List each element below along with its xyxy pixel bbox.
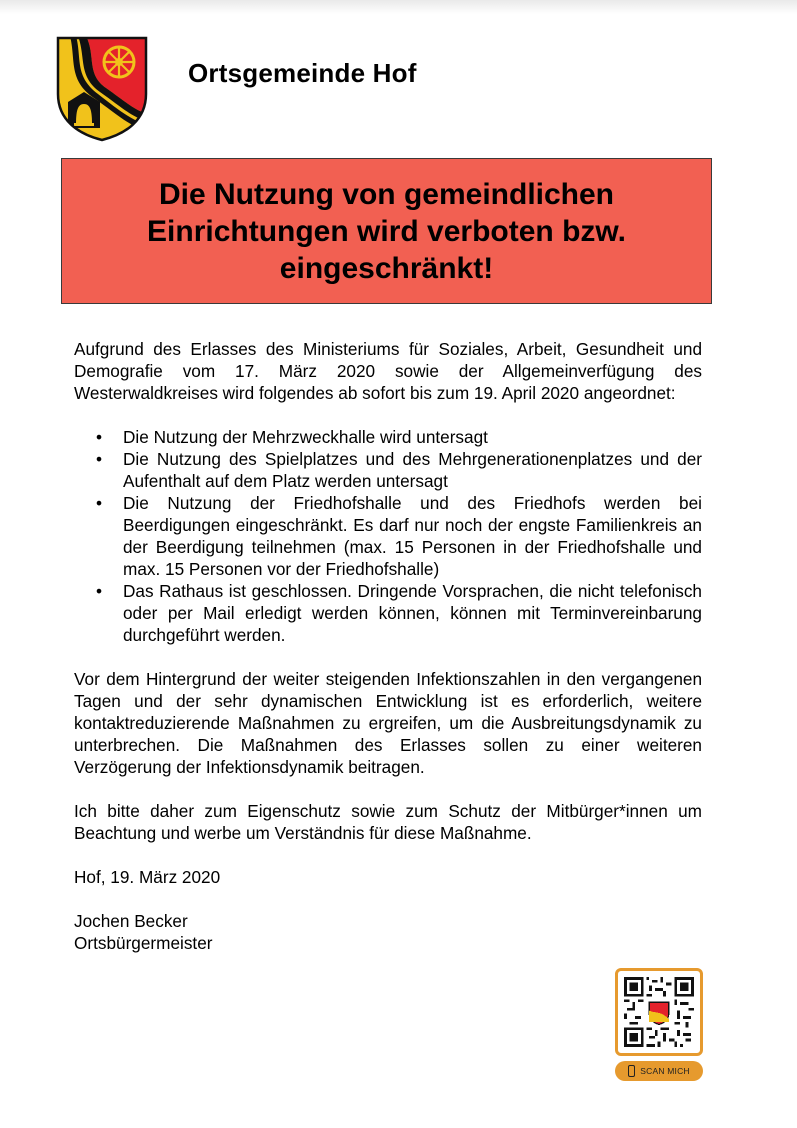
- bullet-icon: •: [96, 493, 103, 513]
- bullet-icon: •: [96, 427, 103, 447]
- bullet-icon: •: [96, 449, 103, 469]
- headline-banner: [61, 158, 712, 304]
- context-paragraph: Vor dem Hintergrund der weiter steigenden Infektionszahlen in den vergangenen Tagen und der sehr dynamischen Entwicklung ist es erforderlich, weitere kontaktreduzierende Maßnahmen zu ergreifen, um die Ausbreitungsdynamik zu unterbrechen. Die Maßnahmen des Erlasses sollen zu einer weiteren Verzögerung der Infektionsdynamik beitragen.: [74, 669, 702, 777]
- intro-paragraph: Aufgrund des Erlasses des Ministeriums für Soziales, Arbeit, Gesundheit und Demografie vom 17. März 2020 sowie der Allgemeinverfügung des Westerwaldkreises wird folgendes ab sofort bis zum 19. April 2020 angeordnet:: [74, 339, 702, 403]
- measures-list: [74, 426, 702, 646]
- list-item: • Die Nutzung der Mehrzweckhalle wird untersagt: [96, 427, 488, 447]
- page-top-shadow: [0, 0, 797, 14]
- scan-me-label: [615, 1061, 703, 1081]
- headline-text: [87, 176, 687, 287]
- coat-of-arms-icon: [56, 36, 148, 142]
- place-date: Hof, 19. März 2020: [74, 867, 221, 887]
- headline-line-3: eingeschränkt!: [279, 251, 494, 285]
- signature-title: Ortsbürgermeister: [74, 933, 213, 953]
- letter-body: [74, 338, 702, 954]
- list-item: • Das Rathaus ist geschlossen. Dringende Vorsprachen, die nicht telefonisch oder per Mail erledigt werden können, können mit Terminvereinbarung durchgeführt werden.: [96, 581, 702, 645]
- signature-name: Jochen Becker: [74, 911, 188, 931]
- list-item: • Die Nutzung des Spielplatzes und des Mehrgenerationenplatzes und der Aufenthalt auf dem Platz werden untersagt: [96, 449, 702, 491]
- scan-me-text: SCAN MICH: [640, 1066, 690, 1076]
- qr-frame: [615, 968, 703, 1056]
- qr-badge[interactable]: [615, 968, 703, 1081]
- headline-line-2: Einrichtungen wird verboten bzw.: [147, 214, 626, 248]
- headline-line-1: Die Nutzung von gemeindlichen: [158, 177, 615, 211]
- appeal-paragraph: Ich bitte daher zum Eigenschutz sowie zum Schutz der Mitbürger*innen um Beachtung und werbe um Verständnis für diese Maßnahme.: [74, 801, 702, 843]
- phone-icon: [628, 1065, 635, 1077]
- org-title: Ortsgemeinde Hof: [188, 58, 417, 88]
- qr-code-icon: [624, 977, 694, 1047]
- list-item: • Die Nutzung der Friedhofshalle und des Friedhofs werden bei Beerdigungen eingeschränkt. Es darf nur noch der engste Familienkreis an der Beerdigung teilnehmen (max. 15 Personen in der Friedhofshalle und max. 15 Personen vor der Friedhofshalle): [96, 493, 702, 579]
- bullet-icon: •: [96, 581, 103, 601]
